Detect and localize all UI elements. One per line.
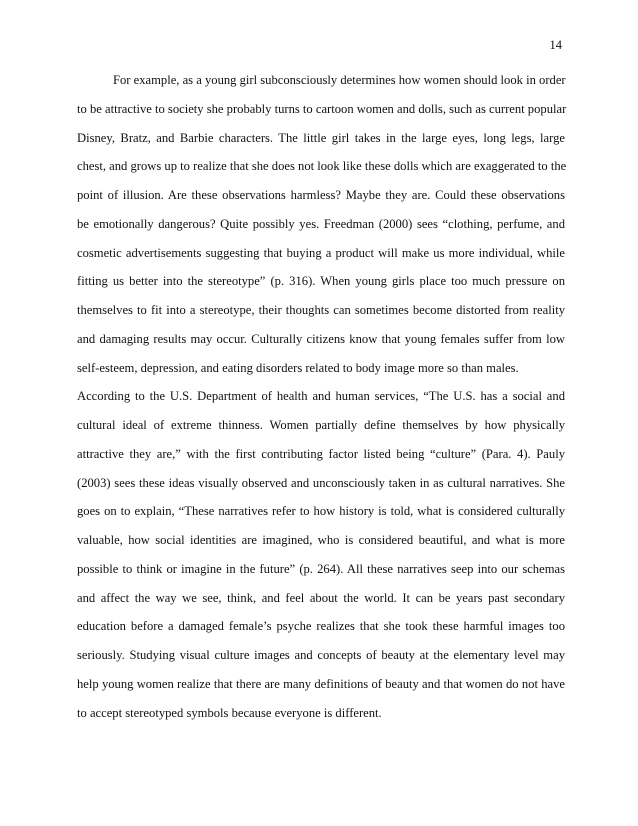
text-line: cosmetic advertisements suggesting that buying a product will make us more individual, while [77, 245, 565, 260]
text-line: (2003) sees these ideas visually observed and unconsciously taken in as cultural narratives. She [77, 475, 565, 490]
text-line: fitting us better into the stereotype” (p. 316). When young girls place too much pressure on [77, 274, 565, 289]
text-line: and affect the way we see, think, and feel about the world. It can be years past secondary [77, 590, 565, 605]
text-line: valuable, how social identities are imagined, who is considered beautiful, and what is more [77, 533, 565, 547]
text-line: to be attractive to society she probably turns to cartoon women and dolls, such as current popular [77, 101, 567, 116]
text-line: For example, as a young girl subconsciously determines how women should look in order [113, 73, 566, 87]
body-paragraph [77, 66, 565, 727]
text-line: attractive they are,” with the first contributing factor listed being “culture” (Para. 4). Pauly [77, 446, 565, 461]
text-line: cultural ideal of extreme thinness. Women partially define themselves by how physically [77, 418, 565, 432]
text-line: chest, and grows up to realize that she does not look like these dolls which are exaggerated to the [77, 159, 567, 174]
text-line: According to the U.S. Department of health and human services, “The U.S. has a social and [77, 389, 565, 404]
text-line: and damaging results may occur. Culturally citizens know that young females suffer from low [77, 331, 565, 346]
text-line: be emotionally dangerous? Quite possibly yes. Freedman (2000) sees “clothing, perfume, and [77, 216, 565, 231]
text-line: education before a damaged female’s psyche realizes that she took these harmful images too [77, 619, 565, 634]
text-line: themselves to fit into a stereotype, their thoughts can sometimes become distorted from reality [77, 303, 565, 317]
text-line: Disney, Bratz, and Barbie characters. The little girl takes in the large eyes, long legs, large [77, 130, 565, 145]
text-line: point of illusion. Are these observations harmless? Maybe they are. Could these observations [77, 188, 565, 202]
text-line: seriously. Studying visual culture images and concepts of beauty at the elementary level may [77, 648, 565, 662]
text-line: help young women realize that there are many definitions of beauty and that women do not have [77, 676, 565, 691]
text-line: to accept stereotyped symbols because everyone is different. [77, 705, 382, 720]
text-line: goes on to explain, “These narratives refer to how history is told, what is considered culturally [77, 504, 565, 519]
text-line: self-esteem, depression, and eating disorders related to body image more so than males. [77, 360, 519, 375]
text-line: possible to think or imagine in the future” (p. 264). All these narratives seep into our schemas [77, 561, 565, 576]
page-number: 14 [549, 38, 562, 52]
